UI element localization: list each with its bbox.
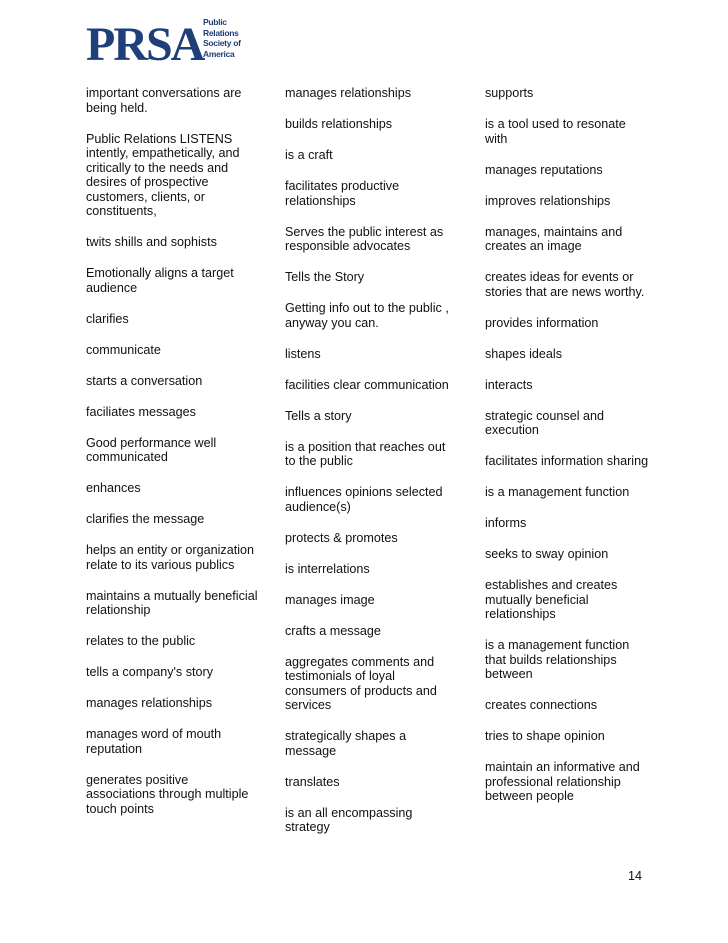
definition-item: creates ideas for events or stories that are news worthy. <box>485 270 645 299</box>
definition-item: tells a company's story <box>86 665 213 679</box>
definitions-column-2 <box>285 86 450 851</box>
definition-item: is a tool used to resonate with <box>485 117 626 146</box>
definition-item: creates connections <box>485 698 598 712</box>
definition-item: manages, maintains and creates an image <box>485 224 623 253</box>
definition-item: Emotionally aligns a target audience <box>86 266 234 295</box>
definition-item: Serves the public interest as responsible advocates <box>285 224 444 253</box>
definition-item: Tells the Story <box>285 270 365 284</box>
definition-item: listens <box>285 346 321 361</box>
definition-item: tries to shape opinion <box>485 729 605 743</box>
definition-item: is an all encompassing strategy <box>285 805 413 834</box>
definition-item: aggregates comments and testimonials of loyal consumers of products and services <box>285 654 437 712</box>
logo-org-line: Relations <box>203 27 239 38</box>
definition-item: supports <box>485 86 534 100</box>
logo-org-name <box>203 17 241 59</box>
definition-item: Good performance well communicated <box>86 435 217 464</box>
definition-item: influences opinions selected audience(s) <box>285 485 443 514</box>
definition-item: manages image <box>285 592 375 607</box>
definition-item: strategic counsel and execution <box>485 408 605 437</box>
prsa-logo <box>86 17 246 75</box>
definition-item: maintain an informative and professional relationship between people <box>485 760 640 803</box>
definition-item: manages word of mouth reputation <box>86 727 222 756</box>
page-number: 14 <box>628 869 643 883</box>
definition-item: important conversations are being held. <box>86 86 242 115</box>
definition-item: clarifies the message <box>86 512 205 526</box>
definition-item: helps an entity or organization relate to its various publics <box>86 543 255 572</box>
definition-item: communicate <box>86 342 161 357</box>
definition-item: strategically shapes a message <box>285 729 407 758</box>
definitions-column-3 <box>485 86 650 820</box>
definition-item: clarifies <box>86 311 129 326</box>
definition-item: Getting info out to the public , anyway you can. <box>285 301 449 330</box>
definition-item: starts a conversation <box>86 373 203 388</box>
definition-item: translates <box>285 774 340 789</box>
definitions-column-1 <box>86 86 258 833</box>
definition-item: facilitates productive relationships <box>285 179 400 208</box>
definition-item: is a position that reaches out to the public <box>285 439 446 468</box>
definition-item: Tells a story <box>285 408 352 423</box>
definition-item: maintains a mutually beneficial relationship <box>86 588 258 617</box>
definition-item: enhances <box>86 481 141 495</box>
definition-item: provides information <box>485 315 599 330</box>
definition-item: informs <box>485 516 527 530</box>
definition-item: interacts <box>485 377 533 392</box>
definition-item: manages reputations <box>485 162 603 177</box>
definition-item: manages relationships <box>285 86 412 100</box>
logo-org-line: Society of <box>203 38 241 48</box>
definition-item: relates to the public <box>86 634 196 648</box>
definition-item: generates positive associations through multiple touch points <box>86 772 249 816</box>
definition-item: establishes and creates mutually beneficial relationships <box>485 578 618 621</box>
definition-item: is a management function that builds relationships between <box>485 638 630 681</box>
definition-item: shapes ideals <box>485 346 563 361</box>
definition-item: is a craft <box>285 148 333 162</box>
definition-item: seeks to sway opinion <box>485 547 609 561</box>
definition-item: crafts a message <box>285 623 381 638</box>
logo-wordmark: PRSA <box>86 18 204 71</box>
logo-org-line: Public <box>203 17 227 27</box>
definition-item: manages relationships <box>86 696 213 710</box>
definition-item: improves relationships <box>485 193 611 208</box>
definition-item: builds relationships <box>285 117 393 131</box>
definition-item: faciliates messages <box>86 404 196 419</box>
definition-item: is a management function <box>485 485 630 499</box>
logo-org-line: America <box>203 48 235 59</box>
definition-item: facilitates information sharing <box>485 454 649 468</box>
definition-item: facilities clear communication <box>285 377 449 392</box>
definition-item: Public Relations LISTENS intently, empathetically, and critically to the needs and desires of prospective customers, clients, or constituents, <box>86 131 240 218</box>
definition-item: protects & promotes <box>285 530 398 545</box>
definition-item: is interrelations <box>285 561 370 576</box>
definition-item: twits shills and sophists <box>86 235 217 249</box>
